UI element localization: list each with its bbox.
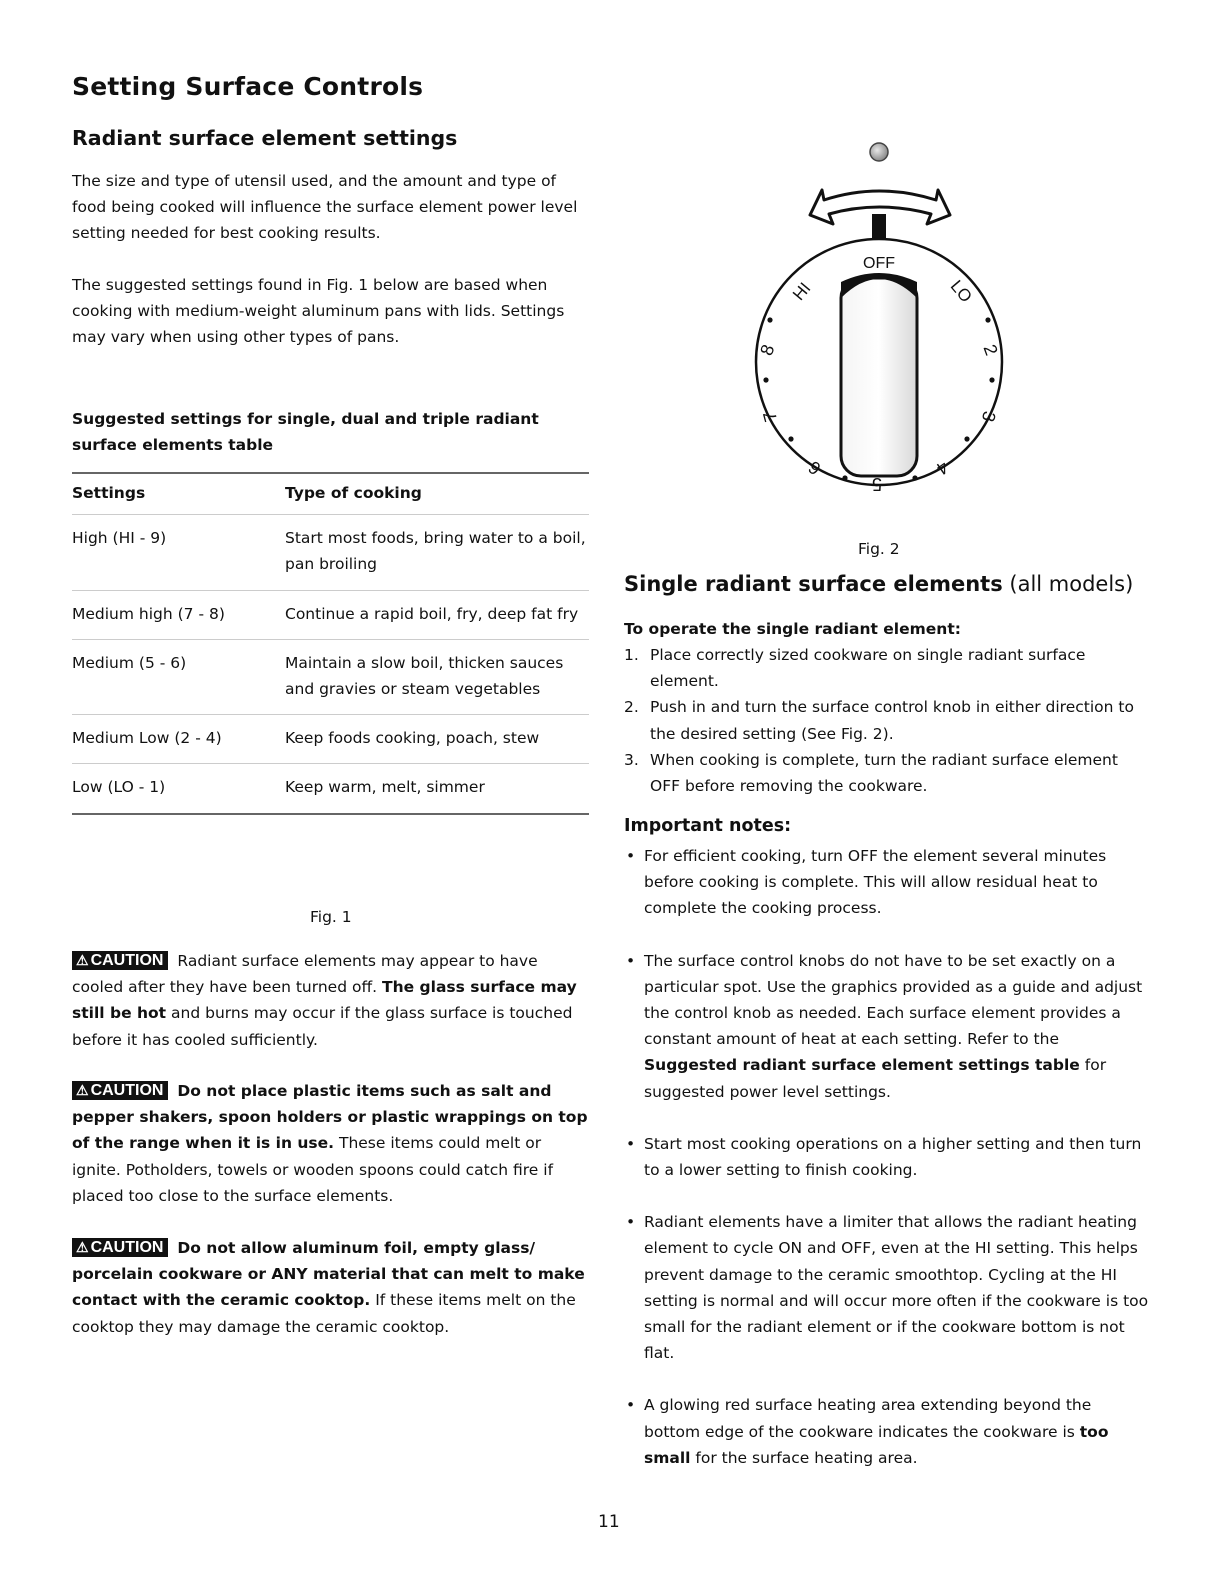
- radiant-settings-heading: Radiant surface element settings: [72, 126, 458, 150]
- knob-number: 2: [979, 341, 1002, 359]
- page-number: 11: [598, 1512, 620, 1532]
- table-row: [72, 764, 589, 814]
- caution-plastic-items: ⚠ CAUTION Do not place plastic items such as salt and pepper shakers, spoon holders or plastic wrappings on top of the range when it is in use. These items could melt or ignite. Potholders, towels or wooden spoons could catch fire if placed too close to the surface elements.: [72, 1082, 588, 1205]
- cooking-cell: Keep foods cooking, poach, stew: [285, 729, 540, 748]
- column-header-settings: Settings: [72, 484, 146, 502]
- knob-label-off: OFF: [863, 255, 895, 272]
- page-title: Setting Surface Controls: [72, 72, 424, 101]
- fig1-caption: Fig. 1: [310, 908, 352, 926]
- operate-steps-list: [624, 642, 1149, 799]
- list-item: • The surface control knobs do not have to be set exactly on a particular spot. Use the graphics provided as a guide and adjust the control knob as needed. Each surface element provides a constant amount of heat at each setting. Refer to the Suggested radiant surface element settings table for suggested power level settings.: [624, 948, 1149, 1105]
- radiant-intro-paragraph: The size and type of utensil used, and the amount and type of food being cooked will influence the surface element power level setting needed for best cooking results.: [72, 172, 578, 243]
- list-item: 3. When cooking is complete, turn the radiant surface element OFF before removing the cookware.: [624, 750, 1118, 796]
- setting-cell: Medium (5 - 6): [72, 653, 187, 672]
- table-header-row: [72, 473, 589, 515]
- cooking-cell: Start most foods, bring water to a boil, pan broiling: [285, 529, 586, 574]
- table-row: [72, 590, 589, 639]
- cooking-cell: Maintain a slow boil, thicken sauces and gravies or steam vegetables: [285, 653, 564, 699]
- indicator-light-icon: [870, 143, 888, 161]
- knob-number: 6: [804, 456, 825, 479]
- setting-cell: Medium Low (2 - 4): [72, 729, 222, 748]
- cooking-cell: Continue a rapid boil, fry, deep fat fry: [285, 604, 579, 623]
- knob-grip: [841, 278, 917, 476]
- knob-label-hi: HI: [789, 278, 815, 305]
- list-item: 2. Push in and turn the surface control knob in either direction to the desired setting (See Fig. 2).: [624, 698, 1134, 743]
- table-row: [72, 515, 589, 590]
- warning-triangle-icon: ⚠: [76, 1239, 89, 1255]
- settings-table: [72, 472, 589, 815]
- knob-label-lo: LO: [946, 276, 976, 307]
- knob-number: 8: [756, 341, 779, 359]
- settings-table-heading: Suggested settings for single, dual and triple radiant surface elements table: [72, 410, 539, 455]
- warning-triangle-icon: ⚠: [76, 952, 89, 968]
- list-item: • Radiant elements have a limiter that allows the radiant heating element to cycle ON and OFF, even at the HI setting. This helps prevent damage to the ceramic smoothtop. Cycling at the HI setting is normal and will occur more often if the cookware is too small for the radiant element or if the cookware bottom is not flat.: [624, 1209, 1149, 1366]
- caution-badge: ⚠ CAUTION: [72, 951, 168, 970]
- list-item: • Start most cooking operations on a higher setting and then turn to a lower setting to finish cooking.: [624, 1131, 1149, 1183]
- caution-aluminum-foil: ⚠ CAUTION Do not allow aluminum foil, empty glass/ porcelain cookware or ANY material that can melt to make contact with the ceramic cooktop. If these items melt on the cooktop they may damage the ceramic cooktop.: [72, 1239, 585, 1336]
- column-header-type-of-cooking: Type of cooking: [285, 484, 422, 502]
- knob-number: 5: [871, 474, 883, 494]
- setting-cell: Medium high (7 - 8): [72, 604, 225, 623]
- table-row: [72, 715, 589, 764]
- caution-hot-glass: ⚠ CAUTION Radiant surface elements may appear to have cooled after they have been turned off. The glass surface may still be hot and burns may occur if the glass surface is touched before it has cooled sufficiently.: [72, 952, 577, 1049]
- setting-cell: Low (LO - 1): [72, 778, 166, 797]
- table-row: [72, 639, 589, 714]
- fig2-caption: Fig. 2: [858, 540, 900, 558]
- radiant-pans-paragraph: The suggested settings found in Fig. 1 below are based when cooking with medium-weight aluminum pans with lids. Settings may vary when using other types of pans.: [72, 276, 565, 347]
- list-item: • For efficient cooking, turn OFF the element several minutes before cooking is complete. This will allow residual heat to complete the cooking process.: [624, 843, 1149, 922]
- control-knob-figure: [740, 130, 1020, 510]
- operate-heading: To operate the single radiant element:: [624, 620, 961, 638]
- list-item: 1. Place correctly sized cookware on single radiant surface element.: [624, 646, 1086, 691]
- warning-triangle-icon: ⚠: [76, 1082, 89, 1098]
- single-radiant-heading: Single radiant surface elements (all models): [624, 572, 1134, 596]
- knob-number: 3: [977, 409, 1000, 424]
- list-item: • A glowing red surface heating area extending beyond the bottom edge of the cookware indicates the cookware is too small for the surface heating area.: [624, 1392, 1149, 1471]
- important-notes-list: [624, 843, 1149, 1497]
- caution-badge: ⚠ CAUTION: [72, 1081, 168, 1100]
- setting-cell: High (HI - 9): [72, 529, 167, 548]
- important-notes-heading: Important notes:: [624, 816, 792, 836]
- knob-number: 4: [932, 456, 953, 479]
- caution-badge: ⚠ CAUTION: [72, 1238, 168, 1257]
- knob-number: 7: [759, 409, 782, 424]
- cooking-cell: Keep warm, melt, simmer: [285, 778, 485, 797]
